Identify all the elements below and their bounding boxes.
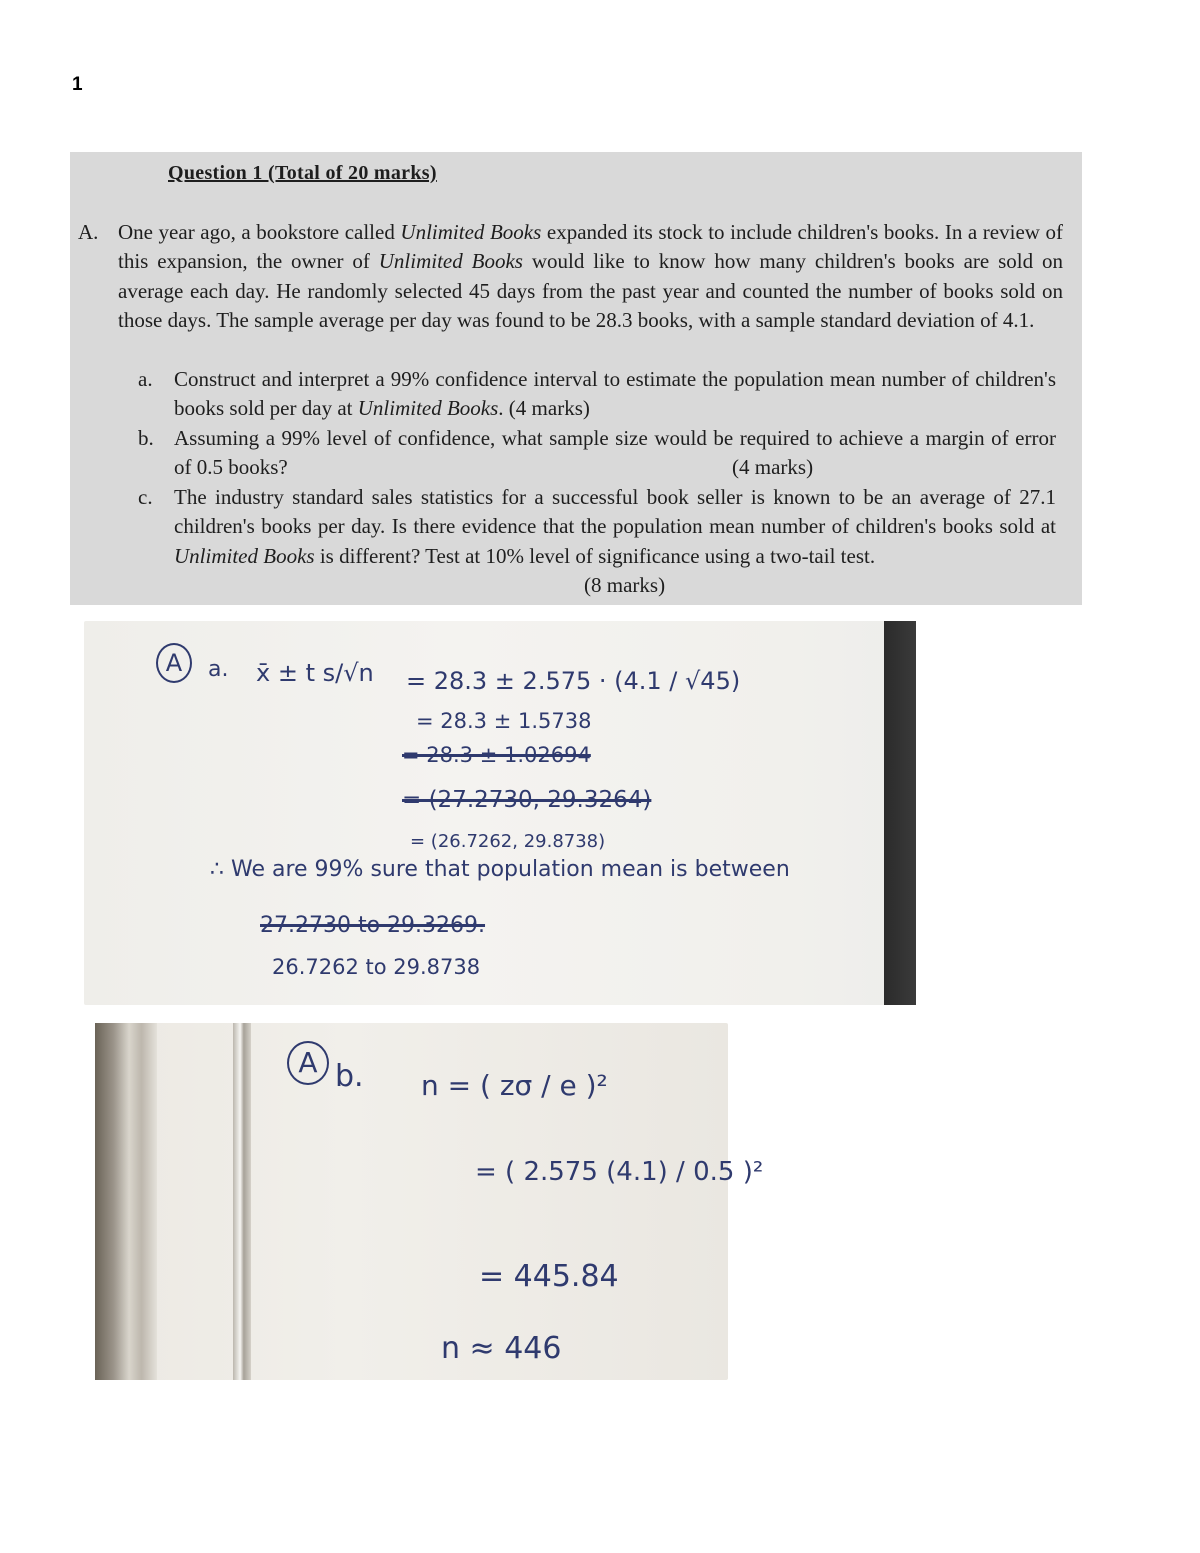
answer-circle-label: A (156, 643, 192, 683)
subquestion-a (126, 365, 1056, 424)
sample-size-result: = 445.84 (479, 1259, 619, 1294)
handwritten-answer-a-photo (84, 621, 916, 1005)
page-number: 1 (72, 74, 83, 95)
subquestion-b (126, 424, 1056, 483)
store-name: Unlimited Books (400, 220, 542, 244)
part-a-text: One year ago, a bookstore called Unlimited Books expanded its stock to include children's books. In a review of this expansion, the owner of Unlimited Books would like to know how many children's books are sold on average each day. He randomly selected 45 days from the past year and counted the number of books sold on those days. The sample average per day was found to be 28.3 books, with a sample standard deviation of 4.1. (118, 220, 1064, 332)
subquestion-c (126, 483, 1056, 597)
store-name: Unlimited Books (378, 249, 523, 274)
ci-line-5: = (26.7262, 29.8738) (410, 831, 606, 852)
subquestion-text: Assuming a 99% level of confidence, what sample size would be required to achieve a margin of error of 0.5 books? (174, 426, 1056, 480)
subquestion-label: a. (138, 367, 153, 391)
ci-range-struck: 27.2730 to 29.3269. (260, 913, 486, 938)
ci-conclusion: ∴ We are 99% sure that population mean is between (210, 857, 790, 882)
question-box (70, 152, 1082, 605)
subquestion-label: c. (138, 485, 153, 509)
question-title: Question 1 (Total of 20 marks) (168, 162, 437, 184)
sample-size-formula: n = ( zσ / e )² (421, 1069, 608, 1102)
subquestion-marks: (4 marks) (508, 396, 590, 421)
sample-size-substitution: = ( 2.575 (4.1) / 0.5 )² (475, 1157, 764, 1187)
subquestion-text: Construct and interpret a 99% confidence interval to estimate the population mean number of children's books sold per day at Unlimited Books. (4 marks) (174, 367, 1056, 421)
photo-edge (884, 621, 916, 1005)
handwritten-answer-b-photo (95, 1023, 764, 1380)
answer-part-label: b. (335, 1059, 364, 1094)
ci-line-3-struck: = 28.3 ± 1.02694 (402, 743, 591, 767)
ci-line-2: = 28.3 ± 1.5738 (416, 709, 592, 733)
question-part-a (78, 218, 1063, 335)
ci-formula: x̄ ± t s/√n (256, 659, 374, 687)
subquestion-marks: (8 marks) (584, 573, 666, 597)
subquestion-text: The industry standard sales statistics for a successful book seller is known to be an average of 27.1 children's books per day. Is there evidence that the population mean number of children's books sold at Unlimited Books is different? Test at 10% level of significance using a two-tail test. (174, 485, 1056, 568)
ci-line-4-struck: = (27.2730, 29.3264) (402, 787, 652, 813)
subquestion-marks: (4 marks) (732, 455, 814, 479)
answer-circle-label: A (287, 1041, 329, 1085)
part-a-label: A. (78, 220, 99, 244)
sample-size-final: n ≈ 446 (441, 1331, 562, 1366)
ci-line-1: = 28.3 ± 2.575 · (4.1 / √45) (406, 667, 741, 695)
answer-part-label: a. (208, 657, 229, 682)
ci-range: 26.7262 to 29.8738 (272, 955, 481, 979)
binder-ring (233, 1023, 251, 1380)
subquestion-label: b. (138, 426, 154, 450)
binder-spine (95, 1023, 157, 1380)
